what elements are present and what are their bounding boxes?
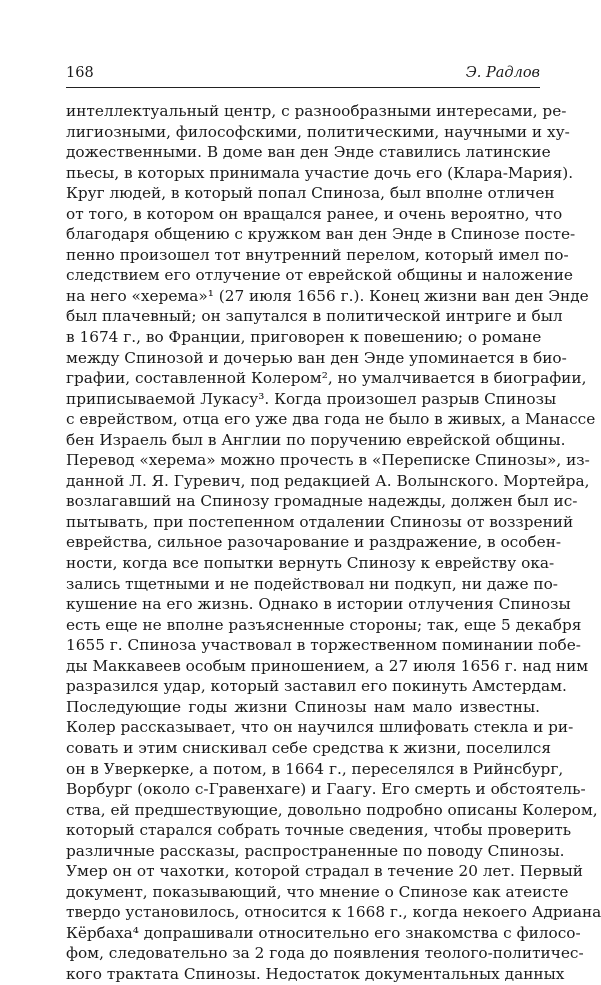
text-line [66,820,572,841]
running-title: Э. Радлов [465,65,540,81]
text-line [66,615,582,636]
text-line-content: кого трактата Спинозы. Недостаток документальных данных [66,964,565,983]
text-line-content: зались тщетными и не подействовал ни подкуп, ни даже по- [66,574,558,593]
text-line-content: ды Маккавеев особым приношением, а 27 июля 1656 г. над ним [66,656,589,675]
text-line-content: твердо установилось, относится к 1668 г., когда некоего Адриана [66,903,601,922]
text-line-content: Кёрбаха⁴ допрашивали относительно его знакомства с филосо- [66,923,581,942]
text-line-content: документ, показывающий, что мнение о Спинозе как атеисте [66,882,569,901]
text-line [66,245,569,266]
text-line-content: пьесы, в которых принимала участие дочь его (Клара-Мария). [66,163,574,182]
text-line [66,861,583,882]
text-line [66,717,574,738]
text-line-content: Перевод «херема» можно прочесть в «Переписке Спинозы», из- [66,451,590,470]
text-line [66,738,552,759]
text-line [66,122,570,143]
text-line [66,204,563,225]
text-line-content: который старался собрать точные сведения, чтобы проверить [66,821,572,840]
text-line [66,779,586,800]
body-text [66,101,601,985]
text-line [66,471,590,492]
text-line [66,574,558,595]
text-line [66,656,589,677]
text-line [66,491,578,512]
text-line-content: пенно произошел тот внутренний перелом, который имел по- [66,245,569,264]
text-line-content: пытывать, при постепенном отдалении Спинозы от воззрений [66,512,574,531]
running-header [66,64,540,86]
text-line [66,512,574,533]
text-line-content: между Спинозой и дочерью ван ден Энде упоминается в био- [66,348,567,367]
text-line-content: бен Израель был в Англии по поручению еврейской общины. [66,430,566,449]
text-line-content: лигиозными, философскими, политическими, научными и ху- [66,122,570,141]
text-line-content: интеллектуальный центр, с разнообразными интересами, ре- [66,102,567,120]
text-line [66,902,601,923]
text-line-content: ности, когда все попытки вернуть Спинозу к еврейству ока- [66,554,555,573]
text-line-content: 1655 г. Спиноза участвовал в торжественном поминании побе- [66,636,581,655]
text-line-content: возлагавший на Спинозу громадные надежды, должен был ис- [66,492,578,511]
text-line-content: различные рассказы, распространенные по поводу Спинозы. [66,841,565,860]
text-line [66,841,565,862]
text-line [66,594,571,615]
text-line [66,553,555,574]
text-line-content: Колер рассказывает, что он научился шлифовать стекла и ри- [66,718,574,737]
text-line [66,224,576,245]
text-line-content: приписываемой Лукасу³. Когда произошел разрыв Спинозы [66,389,557,408]
text-line [66,882,569,903]
text-line [66,101,567,122]
text-line-content: фом, следовательно за 2 года до появления теолого-политичес- [66,944,584,963]
text-line [66,327,540,348]
header-rule [66,87,540,88]
text-line-content: он в Уверкерке, а потом, в 1664 г., переселялся в Рийнсбург, [66,759,564,778]
text-line-content: графии, составленной Колером², но умалчивается в биографии, [66,369,587,388]
text-line [66,923,581,944]
text-line [66,450,590,471]
text-line-content: Последующие годы жизни Спинозы нам мало известны. [66,697,540,716]
text-line [66,265,573,286]
text-line [66,142,551,163]
text-line-content: Круг людей, в который попал Спиноза, был вполне отличен [66,184,555,203]
text-line-content: благодаря общению с кружком ван ден Энде в Спинозе посте- [66,225,576,244]
text-line [66,348,567,369]
text-line [66,800,598,821]
text-line [66,532,562,553]
text-line-content: есть еще не вполне разъясненные стороны; так, еще 5 декабря [66,615,582,634]
text-line-content: на него «херема»¹ (27 июля 1656 г.). Конец жизни ван ден Энде [66,286,589,305]
text-line-content: кушение на его жизнь. Однако в истории отлучения Спинозы [66,595,571,614]
text-line [66,183,555,204]
text-line [66,943,584,964]
text-line [66,635,581,656]
text-line-content: совать и этим снискивал себе средства к жизни, поселился [66,738,552,757]
text-line-content: был плачевный; он запутался в политической интриге и был [66,307,563,326]
text-line-content: в 1674 г., во Франции, приговорен к повешению; о романе [66,328,542,347]
text-line-content: Умер он от чахотки, которой страдал в течение 20 лет. Первый [66,862,583,881]
text-line [66,697,540,718]
text-line [66,306,563,327]
text-line [66,964,565,985]
text-line [66,163,574,184]
text-line-content: Ворбург (около с-Гравенхаге) и Гаагу. Его смерть и обстоятель- [66,780,586,799]
text-line-content: еврейства, сильное разочарование и раздражение, в особен- [66,533,562,552]
text-line-content: дожественными. В доме ван ден Энде ставились латинские [66,143,551,162]
text-line-content: с еврейством, отца его уже два года не было в живых, а Манассе [66,410,596,429]
text-line-content: ства, ей предшествующие, довольно подробно описаны Колером, [66,800,598,819]
text-line [66,368,587,389]
text-line-content: от того, в котором он вращался ранее, и очень вероятно, что [66,204,563,223]
text-line [66,389,557,410]
page-number: 168 [66,65,94,81]
text-line [66,759,564,780]
text-line [66,676,567,697]
text-line [66,430,566,451]
text-line [66,286,589,307]
text-line-content: следствием его отлучение от еврейской общины и наложение [66,266,573,285]
text-line [66,409,596,430]
text-line-content: данной Л. Я. Гуревич, под редакцией А. Волынского. Мортейра, [66,471,590,490]
text-line-content: разразился удар, который заставил его покинуть Амстердам. [66,677,567,696]
